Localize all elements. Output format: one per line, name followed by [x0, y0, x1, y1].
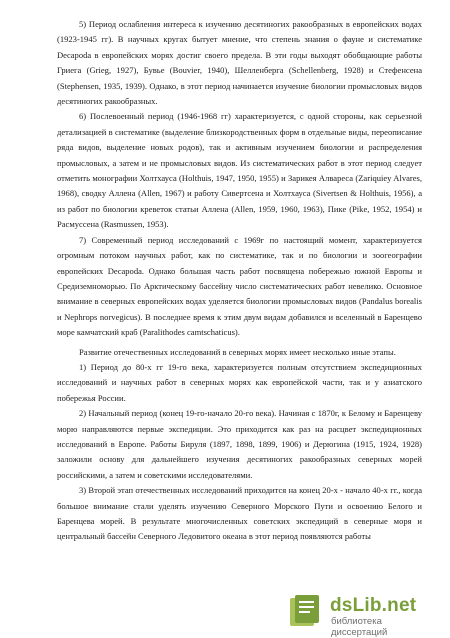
paragraph-domestic-intro: Развитие отечественных исследований в северных морях имеет несколько иные этапы. — [79, 346, 396, 357]
watermark-tagline: библиотека диссертаций — [331, 616, 388, 638]
watermark — [288, 592, 440, 638]
paragraph-domestic-1: 1) Период до 80-х гг 19-го века, характеризуется полным отсутствием экспедиционных исследований и научных работ в северных морях как европейской части, так и у азиатского побережья России. — [57, 361, 422, 403]
paragraph-period-6: 6) Послевоенный период (1946-1968 гг) характеризуется, с одной стороны, как серьезной детализацией в систематике (выделение близкородственных форм в отдельные виды, переописание ряда видов, выделение новых родов), так и активным изучением биологии и распределения промысловых, а затем и не промысловых видов. Из систематических работ в этот период следует отметить монографии Холтхауса (Holthuis, 1947, 1950, 1955) и Зарикея Алвареса (Zariquiey Alvares, 1968), сводку Аллена (Allen, 1967) и работу Сивертсена и Холтхауса (Sivertsen & Holthuis, 1956), а из работ по биологии креветок статьи Аллена (Allen, 1959, 1960, 1963), Пике (Pike, 1952, 1954) и Расмуссена (Rasmussen, 1953). — [57, 111, 422, 230]
body-text — [57, 17, 422, 545]
paragraph-period-7: 7) Современный период исследований с 1969г по настоящий момент, характеризуется огромным потоком научных работ, как по систематике, так и по биологии и зоогеографии европейских Decapoda. Однако большая часть работ посвящена побережью южной Европы и Средиземноморью. По Арктическому бассейну число систематических работ невелико. Основное внимание в северных европейских водах уделяется биологии промысловых видов (Pandalus borealis и Nephrops norvegicus). В последнее время к этим двум видам добавился и вселенный в Баренцево море камчатский краб (Paralithodes camtschaticus). — [57, 234, 422, 338]
watermark-domain: dsLib.net — [330, 595, 417, 616]
paragraph-period-5: 5) Период ослабления интереса к изучению десятиногих ракообразных в европейских водах (1923-1945 гг). В научных кругах бытует мнение, что степень знания о фауне и систематике Decapoda в европейских морях достиг своего предела. В эти годы выходят обобщающие работы Гриега (Grieg, 1927), Бувье (Bouvier, 1940), Шелленберга (Schellenberg, 1928) и Стефенсена (Stephensen, 1935, 1939). Однако, в этот период начинается изучение биологии промысловых видов десятиногих ракообразных. — [57, 19, 422, 107]
dslib-logo-icon — [288, 592, 326, 630]
paragraph-domestic-2: 2) Начальный период (конец 19-го-начало 20-го века). Начиная с 1870г, к Белому и Баренцеву морю направляются первые экспедиции. Это приходится как раз на расцвет экспедиционных исследований в Европе. Работы Бируля (1897, 1898, 1899, 1906) и Дерюгина (1915, 1924, 1928) заложили основу для дальнейшего изучения десятиногих ракообразных северных морей российскими, а затем и советскими исследователями. — [57, 408, 422, 480]
paragraph-domestic-3: 3) Второй этап отечественных исследований приходится на конец 20-х - начало 40-х гг., когда большое внимание стали уделять изучению Северного Морского Пути и освоению Белого и Баренцева морей. В результате многочисленных советских экспедиций в северные моря и центральный бассейн Северного Ледовитого океана в этот период появляются работы — [57, 485, 422, 542]
